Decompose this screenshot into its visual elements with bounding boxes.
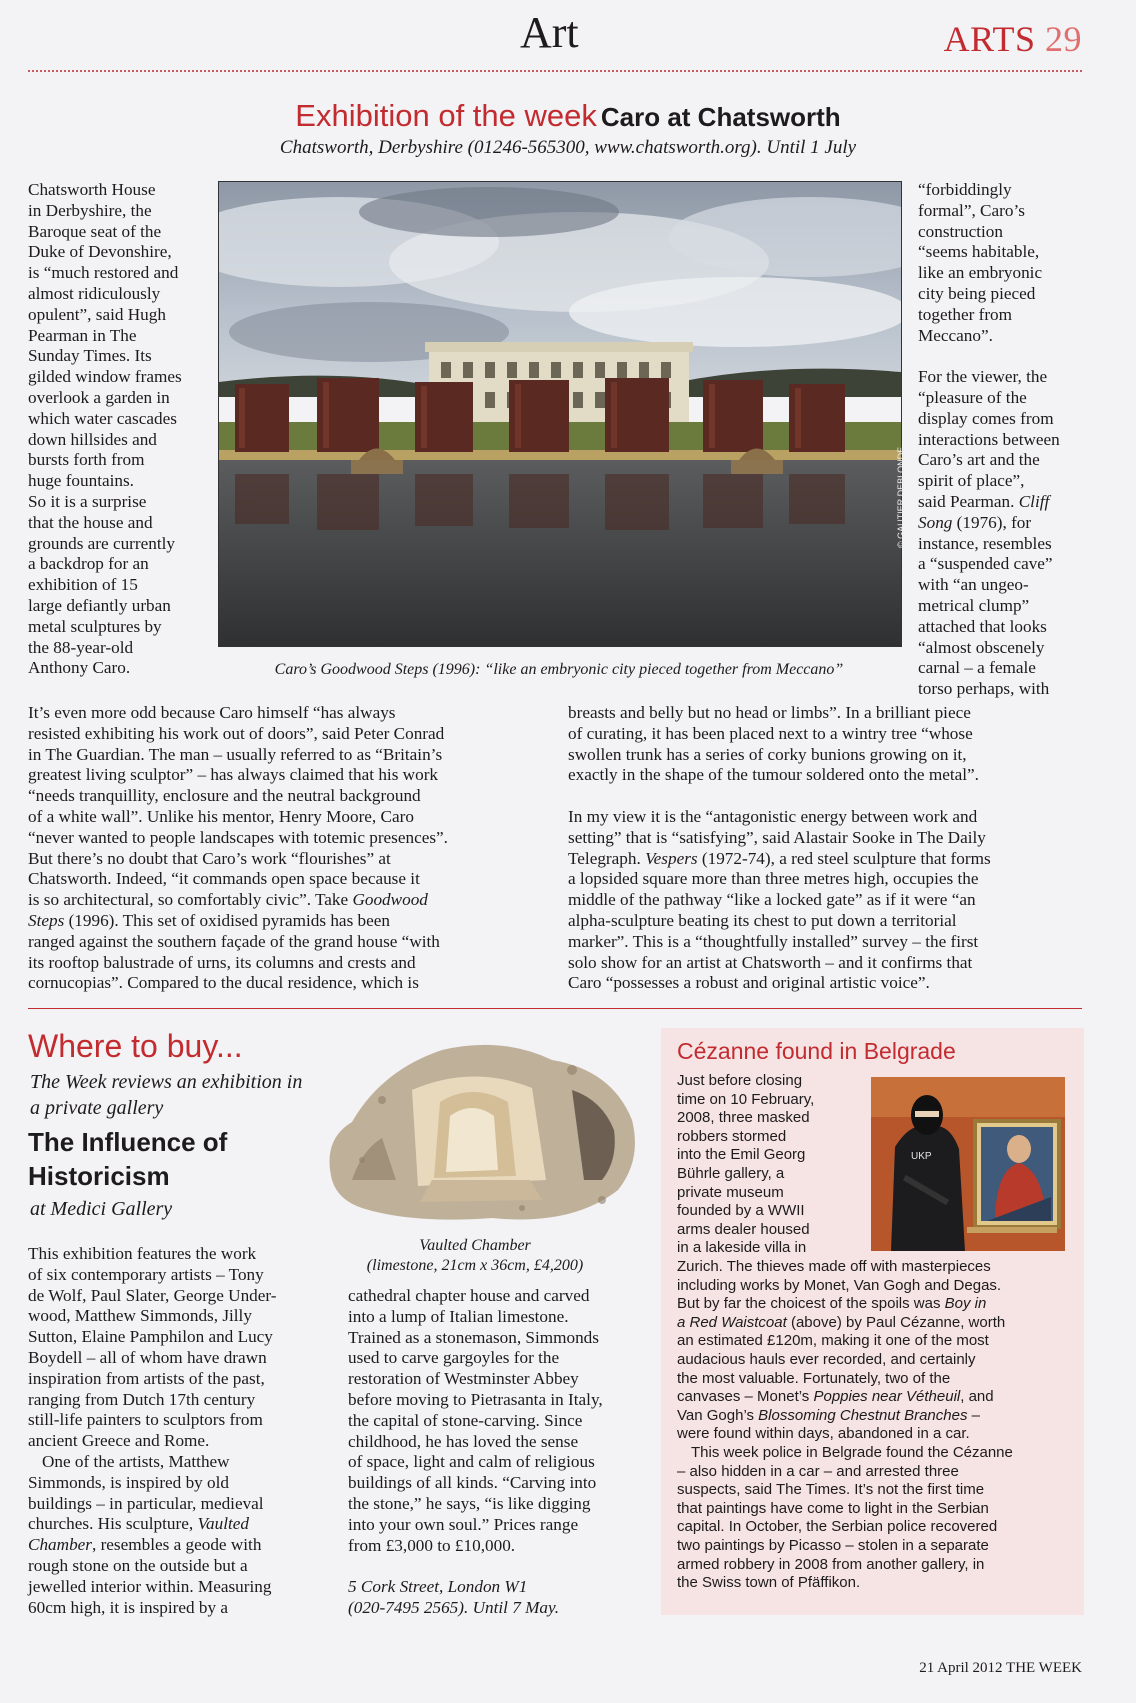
- cezanne-line: [677, 1388, 1077, 1407]
- cezanne-wide-text: [677, 1258, 1077, 1593]
- text-line: which water cascades: [28, 408, 177, 428]
- police-with-painting-illustration: [871, 1077, 1065, 1251]
- text-run: –: [967, 1406, 980, 1424]
- section-divider: [28, 1008, 1082, 1009]
- text-line: ancient Greece and Rome.: [28, 1431, 210, 1451]
- text-line: the Swiss town of Pfäffikon.: [677, 1574, 861, 1592]
- text-run: said Pearman.: [918, 491, 1019, 511]
- exhibition-bottom-left: [28, 703, 548, 994]
- text-line: bursts forth from: [28, 450, 145, 470]
- text-line: Caro’s art and the: [918, 450, 1040, 470]
- page-number-label: [944, 18, 1082, 60]
- text-line: buildings of all kinds. “Carving into: [348, 1473, 597, 1493]
- text-line: including works by Monet, Van Gogh and Degas.: [677, 1276, 1002, 1294]
- column-1-line: [28, 1514, 328, 1535]
- text-line: robbers stormed: [677, 1127, 787, 1145]
- artwork-title: Steps: [28, 910, 65, 930]
- text-line: display comes from: [918, 408, 1054, 428]
- text-line: armed robbery in 2008 from another gallery, in: [677, 1555, 985, 1573]
- header-divider: [28, 70, 1082, 72]
- exhibition-headline: [0, 98, 1136, 134]
- text-line: “never wanted to people landscapes with totemic presences”.: [28, 827, 448, 847]
- text-line: Zurich. The thieves made off with masterpieces: [677, 1258, 991, 1275]
- text-run: , and: [960, 1388, 994, 1406]
- text-line: exhibition of 15: [28, 575, 138, 595]
- text-line: breasts and belly but no head or limbs”. In a brilliant piece: [568, 703, 971, 722]
- text-line: were found within days, abandoned in a car.: [677, 1425, 970, 1443]
- cezanne-line: [677, 1314, 1077, 1333]
- text-line: Sunday Times. Its: [28, 346, 152, 366]
- text-line: gilded window frames: [28, 367, 182, 387]
- text-line: arms dealer housed: [677, 1220, 810, 1238]
- title-line: The Influence of: [28, 1127, 228, 1157]
- text-line: rough stone on the outside but a: [28, 1555, 248, 1575]
- text-line: huge fountains.: [28, 471, 134, 491]
- caption-details: (limestone, 21cm x 36cm, £4,200): [366, 1257, 584, 1274]
- page-number: 29: [1045, 19, 1082, 59]
- text-line: solo show for an artist at Chatsworth – and it confirms that: [568, 952, 973, 972]
- text-line: a backdrop for an: [28, 554, 149, 574]
- text-line: Duke of Devonshire,: [28, 242, 172, 262]
- bottom-right-para-2: [568, 807, 1088, 849]
- text-line: One of the artists, Matthew: [42, 1451, 230, 1471]
- text-line: “pleasure of the: [918, 387, 1027, 407]
- bottom-left-lines-2: [28, 932, 548, 994]
- title-line: Historicism: [28, 1161, 170, 1191]
- text-line: marker”. This is a “thoughtfully installed” survey – the first: [568, 931, 979, 951]
- text-line: opulent”, said Hugh: [28, 304, 166, 324]
- where-to-buy-column-2: [348, 1286, 648, 1619]
- column-1-para-2-cont: [28, 1556, 328, 1618]
- text-line: Sutton, Elaine Pamphilon and Lucy: [28, 1327, 273, 1347]
- photo-caption: Caro’s Goodwood Steps (1996): “like an embryonic city pieced together from Meccano”: [274, 661, 844, 678]
- section-title: Art: [520, 8, 579, 57]
- artwork-title: Cliff: [1018, 491, 1050, 511]
- text-line: Chatsworth House: [28, 180, 156, 199]
- chatsworth-illustration: [219, 182, 901, 646]
- bottom-right-para-1: [568, 703, 1088, 786]
- text-line: Caro “possesses a robust and original artistic voice”.: [568, 973, 930, 993]
- chatsworth-photo: [218, 181, 902, 647]
- text-line: of space, light and calm of religious: [348, 1452, 595, 1472]
- text-line: alpha-sculpture beating its chest to put down a territorial: [568, 910, 957, 930]
- artwork-title: a Red Waistcoat: [677, 1313, 787, 1331]
- cezanne-narrow-lines: [677, 1072, 867, 1258]
- artwork-title: Song: [918, 512, 953, 532]
- left-column-lines: [28, 180, 213, 679]
- cezanne-line: [677, 1407, 1077, 1426]
- text-line: still-life painters to sculptors from: [28, 1410, 263, 1430]
- bottom-left-lines: [28, 703, 548, 890]
- right-column-para-2-cont: [918, 534, 1088, 700]
- footer-publication: THE WEEK: [1006, 1660, 1082, 1676]
- text-line: carnal – a female: [918, 658, 1036, 678]
- text-line: is “much restored and: [28, 263, 179, 283]
- text-line: capital. In October, the Serbian police recovered: [677, 1518, 998, 1536]
- bottom-right-line: [568, 849, 1088, 870]
- cezanne-wide-lines: [677, 1258, 1077, 1295]
- exhibition-subtitle: Chatsworth, Derbyshire (01246-565300, www.chatsworth.org). Until 1 July: [279, 137, 857, 158]
- text-line: in The Guardian. The man – usually referred to as “Britain’s: [28, 744, 443, 764]
- right-column-para-2: [918, 367, 1088, 492]
- text-run: Van Gogh’s: [677, 1406, 759, 1424]
- text-line: It’s even more odd because Caro himself “has always: [28, 703, 396, 722]
- footer-date: 21 April 2012: [919, 1660, 1003, 1676]
- text-line: almost ridiculously: [28, 283, 161, 303]
- text-line: greatest living sculptor” – has always claimed that his work: [28, 765, 439, 785]
- text-line: audacious hauls ever recorded, and certainly: [677, 1350, 976, 1368]
- text-line: the capital of stone-carving. Since: [348, 1410, 583, 1430]
- caption-title: Vaulted Chamber: [419, 1237, 531, 1254]
- text-line: in a lakeside villa in: [677, 1239, 807, 1257]
- text-line: jewelled interior within. Measuring: [28, 1576, 272, 1596]
- text-line: two paintings by Picasso – stolen in a separate: [677, 1536, 989, 1554]
- text-line: Boydell – all of whom have drawn: [28, 1347, 267, 1367]
- text-line: an estimated £120m, making it one of the most: [677, 1332, 989, 1350]
- text-line: city being pieced: [918, 283, 1036, 303]
- cezanne-heading: Cézanne found in Belgrade: [677, 1038, 956, 1064]
- text-run: , resembles a geode with: [91, 1535, 262, 1555]
- text-line: But there’s no doubt that Caro’s work “flourishes” at: [28, 848, 391, 868]
- artwork-title: Poppies near Vétheuil: [813, 1388, 961, 1406]
- text-line: 60cm high, it is inspired by a: [28, 1597, 229, 1617]
- text-line: childhood, he has loved the sense: [348, 1431, 579, 1451]
- text-line: construction: [918, 221, 1003, 241]
- text-line: instance, resembles: [918, 533, 1052, 553]
- right-column-line: [918, 513, 1088, 534]
- artwork-title: Blossoming Chestnut Branches: [758, 1406, 968, 1424]
- text-line: setting” that is “satisfying”, said Alastair Sooke in The Daily: [568, 827, 986, 847]
- exhibition-bottom-right: [568, 703, 1088, 994]
- text-run: (1976), for: [952, 512, 1032, 532]
- artwork-title: Vaulted: [197, 1514, 250, 1534]
- cezanne-line: [677, 1295, 1077, 1314]
- text-run: (1996). This set of oxidised pyramids has been: [64, 910, 390, 930]
- text-line: torso perhaps, with: [918, 679, 1050, 699]
- artwork-title: Boy in: [944, 1295, 987, 1313]
- column-1-para-1: [28, 1244, 328, 1452]
- text-line: into a lump of Italian limestone.: [348, 1306, 569, 1326]
- page-label: ARTS: [943, 19, 1036, 59]
- text-run: is so architectural, so comfortably civic”. Take: [28, 890, 353, 910]
- text-line: cathedral chapter house and carved: [348, 1286, 590, 1305]
- text-line: This week police in Belgrade found the Cézanne: [691, 1443, 1013, 1461]
- text-line: Trained as a stonemason, Simmonds: [348, 1327, 599, 1347]
- text-line: that paintings have come to light in the Serbian: [677, 1499, 989, 1517]
- text-line: into your own soul.” Prices range: [348, 1514, 579, 1534]
- text-line: Baroque seat of the: [28, 221, 162, 241]
- text-line: Bührle gallery, a: [677, 1164, 785, 1182]
- text-line: – also hidden in a car – and arrested three: [677, 1462, 959, 1480]
- cezanne-wide-lines-b: [677, 1332, 1077, 1388]
- text-run: Telegraph.: [568, 848, 646, 868]
- right-column-line: [918, 492, 1088, 513]
- text-run: churches. His sculpture,: [28, 1514, 198, 1534]
- text-line: Anthony Caro.: [28, 658, 131, 678]
- text-line: wood, Matthew Simmonds, Jilly: [28, 1306, 252, 1326]
- text-line: Pearman in The: [28, 325, 137, 345]
- text-line: the stone,” he says, “is like digging: [348, 1493, 591, 1513]
- cezanne-narrow-text: [677, 1072, 867, 1258]
- text-line: ranged against the southern façade of the grand house “with: [28, 931, 440, 951]
- text-line: into the Emil Georg: [677, 1146, 806, 1164]
- artwork-title: Chamber: [28, 1535, 92, 1555]
- police-badge: UKP: [911, 1151, 932, 1162]
- photo-credit: © GAUTIER DEBLONDE: [896, 446, 906, 548]
- text-line: middle of the pathway “like a locked gate” as if it were “an: [568, 890, 976, 910]
- text-line: with “an ungeo-: [918, 575, 1029, 595]
- text-line: of a white wall”. Unlike his mentor, Henry Moore, Caro: [28, 806, 414, 826]
- exhibition-right-column: [918, 180, 1088, 700]
- text-line: “needs tranquillity, enclosure and the neutral background: [28, 786, 421, 806]
- text-line: In my view it is the “antagonistic energy between work and: [568, 806, 978, 826]
- text-line: “forbiddingly: [918, 180, 1012, 199]
- text-line: of six contemporary artists – Tony: [28, 1264, 264, 1284]
- cezanne-wide-lines-c: [677, 1425, 1077, 1592]
- text-line: restoration of Westminster Abbey: [348, 1369, 579, 1389]
- bottom-left-line: [28, 911, 548, 932]
- text-line: de Wolf, Paul Slater, George Under-: [28, 1285, 277, 1305]
- text-line: spirit of place”,: [918, 471, 1025, 491]
- text-line: before moving to Pietrasanta in Italy,: [348, 1389, 603, 1409]
- artwork-title: Goodwood: [352, 890, 428, 910]
- where-to-buy-column-1: [28, 1244, 328, 1618]
- where-to-buy-title: [28, 1125, 227, 1193]
- text-line: down hillsides and: [28, 429, 157, 449]
- where-to-buy-venue: at Medici Gallery: [30, 1198, 173, 1220]
- gallery-address: [348, 1577, 648, 1619]
- text-line: exactly in the shape of the tumour soldered onto the metal”.: [568, 765, 979, 785]
- text-line: Chatsworth. Indeed, “it commands open space because it: [28, 869, 420, 889]
- text-line: used to carve gargoyles for the: [348, 1348, 560, 1368]
- page-footer: [919, 1660, 1082, 1677]
- text-line: the 88-year-old: [28, 637, 134, 657]
- exhibition-left-column: [28, 180, 213, 679]
- text-line: “seems habitable,: [918, 242, 1040, 262]
- address-line: (020-7495 2565). Until 7 May.: [348, 1597, 559, 1617]
- text-line: its rooftop balustrade of urns, its columns and crests and: [28, 952, 416, 972]
- column-2-lines: [348, 1286, 648, 1556]
- text-line: overlook a garden in: [28, 387, 170, 407]
- text-line: in Derbyshire, the: [28, 200, 152, 220]
- vaulted-chamber-image: [322, 1030, 642, 1226]
- text-line: time on 10 February,: [677, 1090, 815, 1108]
- text-line: cornucopias”. Compared to the ducal residence, which is: [28, 973, 419, 993]
- stone-sculpture-illustration: [322, 1030, 642, 1226]
- exhibition-kicker: Exhibition of the week: [295, 98, 597, 133]
- column-1-para-2: [28, 1452, 328, 1514]
- text-line: buildings – in particular, medieval: [28, 1493, 264, 1513]
- text-line: like an embryonic: [918, 263, 1043, 283]
- bottom-left-line: [28, 890, 548, 911]
- text-line: Just before closing: [677, 1072, 803, 1089]
- vaulted-chamber-caption: [330, 1236, 620, 1276]
- text-line: the most valuable. Fortunately, two of the: [677, 1369, 951, 1387]
- artwork-title: Vespers: [645, 848, 698, 868]
- text-line: together from: [918, 304, 1013, 324]
- text-line: a lopsided square more than three metres high, occupies the: [568, 869, 979, 889]
- text-line: inspiration from artists of the past,: [28, 1368, 265, 1388]
- text-line: resisted exhibiting his work out of doors”, said Peter Conrad: [28, 723, 445, 743]
- text-run: (above) by Paul Cézanne, worth: [786, 1313, 1006, 1331]
- where-to-buy-heading: Where to buy...: [28, 1028, 243, 1064]
- text-line: metal sculptures by: [28, 616, 162, 636]
- address-line: 5 Cork Street, London W1: [348, 1577, 528, 1597]
- text-run: But by far the choicest of the spoils was: [677, 1295, 945, 1313]
- text-line: formal”, Caro’s: [918, 200, 1025, 220]
- bottom-right-para-2-cont: [568, 869, 1088, 994]
- text-line: from £3,000 to £10,000.: [348, 1535, 516, 1555]
- text-line: This exhibition features the work: [28, 1244, 257, 1263]
- police-painting-photo: [871, 1077, 1065, 1251]
- text-line: private museum: [677, 1183, 784, 1201]
- text-line: suspects, said The Times. It’s not the first time: [677, 1481, 985, 1499]
- exhibition-title: Caro at Chatsworth: [600, 102, 841, 132]
- text-line: Meccano”.: [918, 325, 993, 345]
- text-run: canvases – Monet’s: [677, 1388, 814, 1406]
- text-line: metrical clump”: [918, 595, 1030, 615]
- text-line: “almost obscenely: [918, 637, 1045, 657]
- text-run: (1972-74), a red steel sculpture that forms: [697, 848, 991, 868]
- text-line: Simmonds, is inspired by old: [28, 1472, 230, 1492]
- text-line: 2008, three masked: [677, 1109, 810, 1127]
- text-line: a “suspended cave”: [918, 554, 1053, 574]
- right-column-para-1: [918, 180, 1088, 346]
- text-line: grounds are currently: [28, 533, 175, 553]
- text-line: founded by a WWII: [677, 1202, 805, 1220]
- text-line: of curating, it has been placed next to a wintry tree “whose: [568, 723, 973, 743]
- text-line: interactions between: [918, 429, 1060, 449]
- text-line: that the house and: [28, 512, 153, 532]
- text-line: ranging from Dutch 17th century: [28, 1389, 256, 1409]
- text-line: swollen trunk has a series of corky bunions growing on it,: [568, 744, 967, 764]
- text-line: attached that looks: [918, 616, 1047, 636]
- text-line: So it is a surprise: [28, 491, 147, 511]
- text-line: For the viewer, the: [918, 367, 1048, 387]
- where-to-buy-kicker: The Week reviews an exhibition in a private gallery: [30, 1071, 303, 1119]
- text-line: large defiantly urban: [28, 595, 171, 615]
- column-1-line: [28, 1535, 328, 1556]
